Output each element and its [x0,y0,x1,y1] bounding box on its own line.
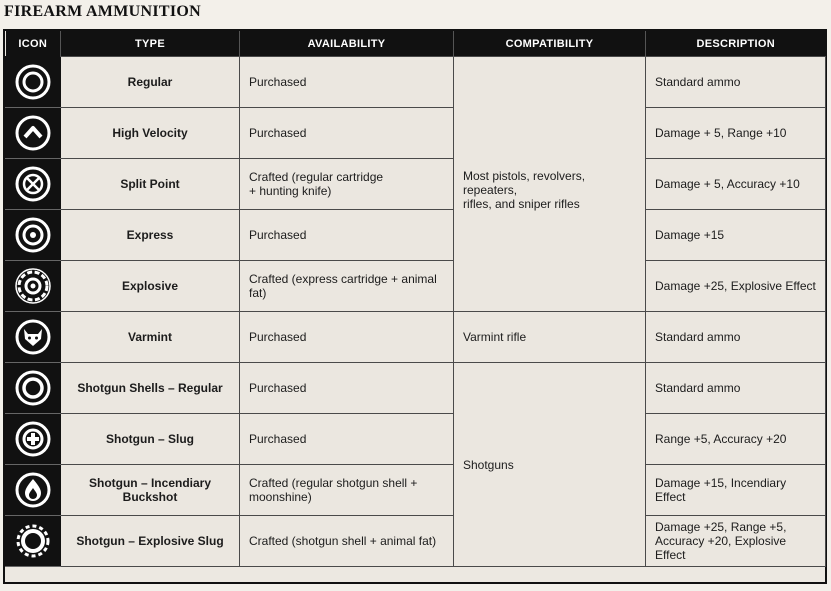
header-compatibility: COMPATIBILITY [454,31,646,57]
ammo-description: Standard ammo [646,363,826,414]
ammo-availability: Crafted (regular shotgun shell + moonshine) [240,465,454,516]
ammo-description: Range +5, Accuracy +20 [646,414,826,465]
ammo-availability: Purchased [240,363,454,414]
row-icon-cell [6,159,61,210]
ammo-type: High Velocity [61,108,240,159]
ammunition-table [5,31,826,567]
ammo-type: Shotgun – Incendiary Buckshot [61,465,240,516]
ammo-availability: Crafted (express cartridge + animal fat) [240,261,454,312]
row-icon-cell [6,312,61,363]
ammo-availability: Purchased [240,414,454,465]
ammo-availability: Purchased [240,57,454,108]
ammo-availability: Crafted (shotgun shell + animal fat) [240,516,454,567]
ammo-type: Express [61,210,240,261]
table-row [6,516,826,567]
ammo-availability: Purchased [240,210,454,261]
dot-ring-icon [14,216,52,254]
table-row [6,108,826,159]
compatibility-text: Most pistols, revolvers, repeaters, rifles, and sniper rifles [463,169,586,211]
header-icon: ICON [6,31,61,57]
ammo-type: Varmint [61,312,240,363]
burst-ring-icon [14,522,52,560]
table-row [6,414,826,465]
ammo-description: Standard ammo [646,57,826,108]
ammo-type: Regular [61,57,240,108]
ammo-description: Damage +15 [646,210,826,261]
header-row [6,31,826,57]
row-icon-cell [6,210,61,261]
table-row [6,57,826,108]
ammo-description: Standard ammo [646,312,826,363]
row-icon-cell [6,516,61,567]
header-availability: AVAILABILITY [240,31,454,57]
ammo-type: Explosive [61,261,240,312]
ammo-description: Damage + 5, Accuracy +10 [646,159,826,210]
compatibility-pistols [454,57,646,312]
row-icon-cell [6,414,61,465]
compatibility-shotguns: Shotguns [454,363,646,567]
ammo-description: Damage +15, Incendiary Effect [646,465,826,516]
table-row [6,210,826,261]
table-row [6,363,826,414]
table-row [6,465,826,516]
ammo-type: Split Point [61,159,240,210]
header-description: DESCRIPTION [646,31,826,57]
ammo-type: Shotgun Shells – Regular [61,363,240,414]
ammo-description: Damage +25, Explosive Effect [646,261,826,312]
ammo-availability: Crafted (regular cartridge + hunting knife) [240,159,454,210]
ammo-type: Shotgun – Slug [61,414,240,465]
ammo-description: Damage +25, Range +5, Accuracy +20, Explosive Effect [646,516,826,567]
target-ring-icon [14,63,52,101]
flame-icon [14,471,52,509]
ammo-type: Shotgun – Explosive Slug [61,516,240,567]
table-row [6,312,826,363]
row-icon-cell [6,261,61,312]
page-title: FIREARM AMMUNITION [4,3,201,20]
chevron-up-icon [14,114,52,152]
ammo-availability: Purchased [240,108,454,159]
compatibility-varmint: Varmint rifle [454,312,646,363]
ammo-availability: Purchased [240,312,454,363]
wolf-head-icon [14,318,52,356]
table-row [6,261,826,312]
row-icon-cell [6,465,61,516]
shotgun-ring-icon [14,369,52,407]
crossed-circle-icon [14,165,52,203]
row-icon-cell [6,108,61,159]
row-icon-cell [6,57,61,108]
plus-circle-icon [14,420,52,458]
ammo-description: Damage + 5, Range +10 [646,108,826,159]
gear-ring-icon [14,267,52,305]
table-row [6,159,826,210]
header-type: TYPE [61,31,240,57]
row-icon-cell [6,363,61,414]
